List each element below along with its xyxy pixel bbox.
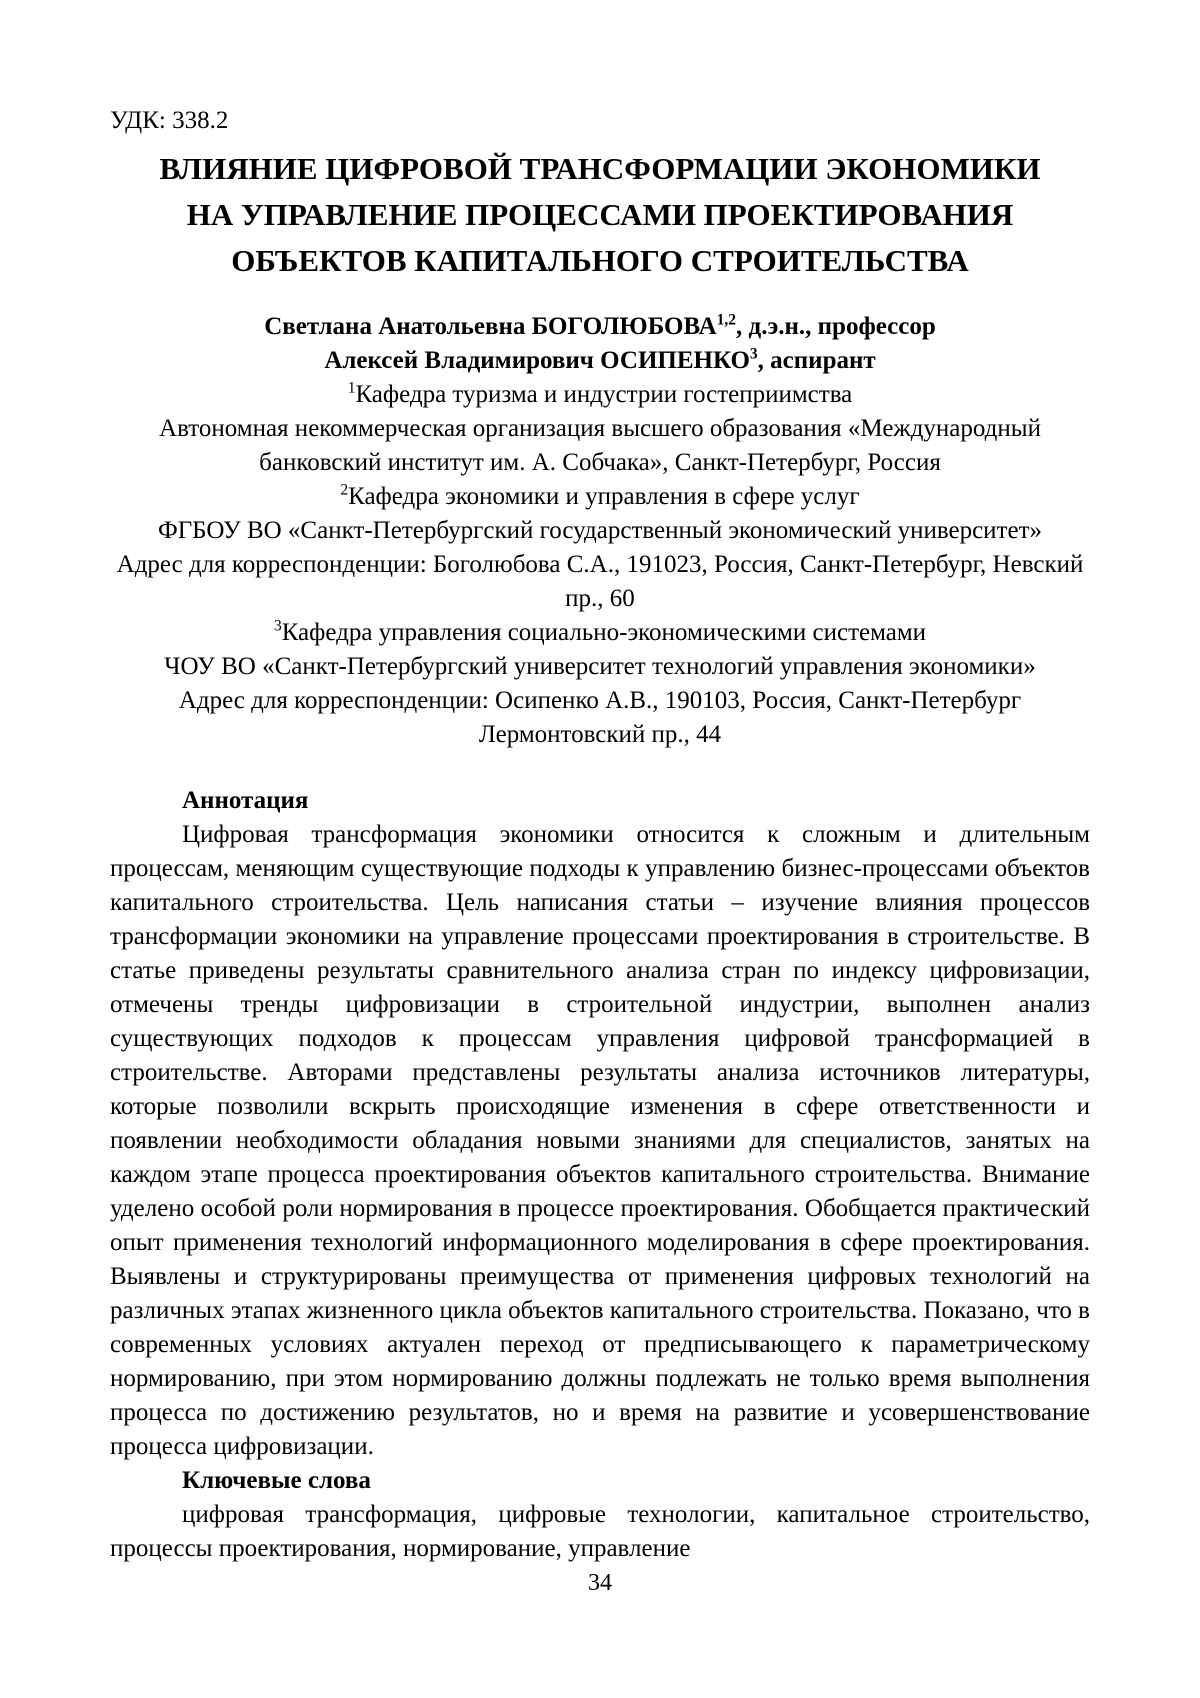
affiliation-text: ФГБОУ ВО «Санкт-Петербургский государственный экономический университет» [157, 517, 1043, 544]
article-title [110, 146, 1090, 284]
affiliation-text: Автономная некоммерческая организация высшего образования «Международный [159, 415, 1041, 442]
affiliation-line [110, 548, 1090, 582]
author-1 [110, 310, 1090, 344]
affiliation-superscript: 1 [347, 379, 356, 397]
author-1-superscript: 1,2 [716, 311, 737, 329]
affiliation-line [110, 582, 1090, 616]
authors-block [110, 310, 1090, 378]
affiliation-line [110, 650, 1090, 684]
article-title-line-1: ВЛИЯНИЕ ЦИФРОВОЙ ТРАНСФОРМАЦИИ ЭКОНОМИКИ [159, 151, 1041, 186]
affiliation-line [110, 480, 1090, 514]
author-2-name: Алексей Владимирович ОСИПЕНКО [324, 347, 750, 374]
affiliation-text: Лермонтовский пр., 44 [478, 721, 722, 748]
author-2-role: , аспирант [757, 347, 876, 374]
author-2 [110, 344, 1090, 378]
affiliation-text: Кафедра экономики и управления в сфере услуг [348, 483, 860, 510]
page-number: 34 [588, 1570, 612, 1596]
abstract-heading: Аннотация [182, 787, 309, 814]
keywords-heading: Ключевые слова [182, 1467, 371, 1494]
affiliation-text: Кафедра управления социально-экономическими системами [281, 619, 927, 646]
affiliation-line [110, 412, 1090, 446]
article-title-line-2: НА УПРАВЛЕНИЕ ПРОЦЕССАМИ ПРОЕКТИРОВАНИЯ [186, 197, 1014, 232]
author-2-superscript: 3 [749, 345, 758, 363]
affiliation-line [110, 616, 1090, 650]
udk-code: УДК: 338.2 [110, 107, 229, 134]
affiliation-text: банковский институт им. А. Собчака», Санкт-Петербург, Россия [259, 449, 941, 476]
affiliation-line [110, 718, 1090, 752]
affiliations-block [110, 378, 1090, 752]
affiliation-text: ЧОУ ВО «Санкт-Петербургский университет технологий управления экономики» [164, 653, 1036, 680]
affiliation-superscript: 3 [273, 617, 282, 635]
affiliation-line [110, 684, 1090, 718]
article-title-line-3: ОБЪЕКТОВ КАПИТАЛЬНОГО СТРОИТЕЛЬСТВА [231, 243, 969, 278]
abstract-text: Цифровая трансформация экономики относится к сложным и длительным процессам, меняющим существующие подходы к управлению бизнес-процессами объектов капитального строительства. Цель написания статьи – изучение влияния процессов трансформации экономики на управление процессами проектирования в строительстве. В статье приведены результаты сравнительного анализа стран по индексу цифровизации, отмечены тренды цифровизации в строительной индустрии, выполнен анализ существующих подходов к процессам управления цифровой трансформацией в строительстве. Авторами представлены результаты анализа источников литературы, которые позволили вскрыть происходящие изменения в сфере ответственности и появлении необходимости обладания новыми знаниями для специалистов, занятых на каждом этапе процесса проектирования объектов капитального строительства. Внимание уделено особой роли нормирования в процессе проектирования. Обобщается практический опыт применения технологий информационного моделирования в сфере проектирования. Выявлены и структурированы преимущества от применения цифровых технологий на различных этапах жизненного цикла объектов капитального строительства. Показано, что в современных условиях актуален переход от предписывающего к параметрическому нормированию, при этом нормированию должны подлежать не только время выполнения процесса по достижению результатов, но и время на развитие и усовершенствование процесса цифровизации. [110, 821, 1090, 1460]
author-1-role: , д.э.н., профессор [736, 313, 936, 340]
affiliation-text: пр., 60 [565, 585, 635, 612]
keywords-text: цифровая трансформация, цифровые технологии, капитальное строительство, процессы проектирования, нормирование, управление [110, 1501, 1090, 1562]
affiliation-text: Кафедра туризма и индустрии гостеприимства [355, 381, 853, 408]
affiliation-line [110, 446, 1090, 480]
affiliation-line [110, 514, 1090, 548]
affiliation-text: Адрес для корреспонденции: Боголюбова С.А., 191023, Россия, Санкт-Петербург, Невский [116, 551, 1084, 578]
author-1-name: Светлана Анатольевна БОГОЛЮБОВА [264, 313, 717, 340]
affiliation-superscript: 2 [340, 481, 349, 499]
affiliation-text: Адрес для корреспонденции: Осипенко А.В., 190103, Россия, Санкт-Петербург [178, 687, 1022, 714]
affiliation-line [110, 378, 1090, 412]
